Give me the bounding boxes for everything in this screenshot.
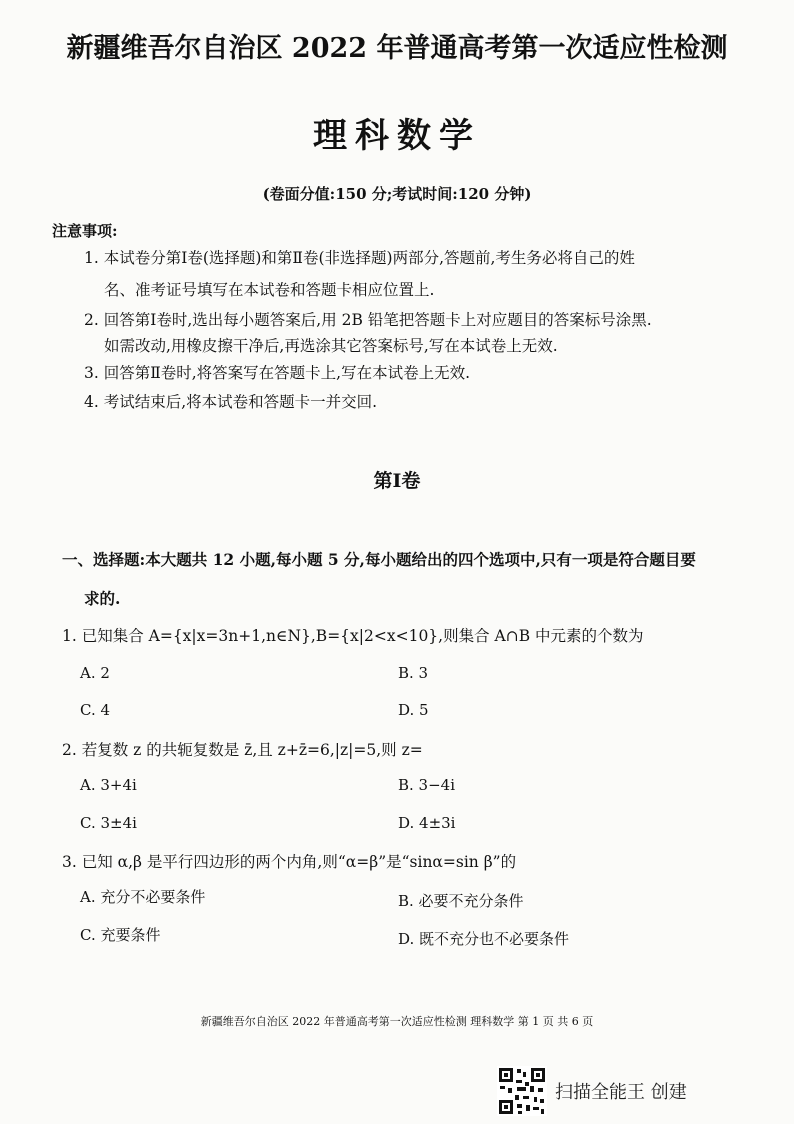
subject-title: 理科数学 <box>313 116 481 156</box>
notice-item: 4. 考试结束后,将本试卷和答题卡一并交回. <box>84 393 378 411</box>
option: B. 3 <box>398 664 429 682</box>
part-heading: 一、选择题:本大题共 12 小题,每小题 5 分,每小题给出的四个选项中,只有一项是符合题目要 <box>62 550 696 569</box>
option: A. 充分不必要条件 <box>80 888 206 906</box>
question-3: 3. 已知 α,β 是平行四边形的两个内角,则“α=β”是“sinα=sin β”的 <box>62 853 517 871</box>
option: D. 既不充分也不必要条件 <box>398 930 570 948</box>
notice-item: 如需改动,用橡皮擦干净后,再选涂其它答案标号,写在本试卷上无效. <box>104 337 558 355</box>
notice-heading: 注意事项: <box>52 222 118 240</box>
question-2: 2. 若复数 z 的共轭复数是 z̄,且 z+z̄=6,|z|=5,则 z= <box>62 741 423 759</box>
exam-title: 新疆维吾尔自治区 2022 年普通高考第一次适应性检测 <box>66 33 728 64</box>
option: A. 3+4i <box>80 776 137 794</box>
notice-item: 1. 本试卷分第Ⅰ卷(选择题)和第Ⅱ卷(非选择题)两部分,答题前,考生务必将自己的姓 <box>84 249 635 267</box>
option: B. 必要不充分条件 <box>398 892 524 910</box>
qr-code-icon <box>497 1066 547 1116</box>
option: C. 3±4i <box>80 814 137 832</box>
notice-item: 3. 回答第Ⅱ卷时,将答案写在答题卡上,写在本试卷上无效. <box>84 364 471 382</box>
option: B. 3−4i <box>398 776 456 794</box>
notice-item: 2. 回答第Ⅰ卷时,选出每小题答案后,用 2B 铅笔把答题卡上对应题目的答案标号涂黑. <box>84 311 652 329</box>
part-heading-cont: 求的. <box>84 589 121 608</box>
scanner-watermark: 扫描全能王 创建 <box>555 1082 687 1103</box>
option: D. 5 <box>398 701 429 719</box>
question-1: 1. 已知集合 A={x|x=3n+1,n∈N},B={x|2<x<10},则集合 A∩B 中元素的个数为 <box>62 627 644 645</box>
option: C. 4 <box>80 701 111 719</box>
option: A. 2 <box>80 664 110 682</box>
section-heading: 第Ⅰ卷 <box>373 470 421 492</box>
exam-meta: (卷面分值:150 分;考试时间:120 分钟) <box>262 185 532 203</box>
option: D. 4±3i <box>398 814 456 832</box>
option: C. 充要条件 <box>80 926 161 944</box>
page-footer: 新疆维吾尔自治区 2022 年普通高考第一次适应性检测 理科数学 第 1 页 共 6 页 <box>200 1015 594 1028</box>
notice-item: 名、准考证号填写在本试卷和答题卡相应位置上. <box>104 281 435 299</box>
